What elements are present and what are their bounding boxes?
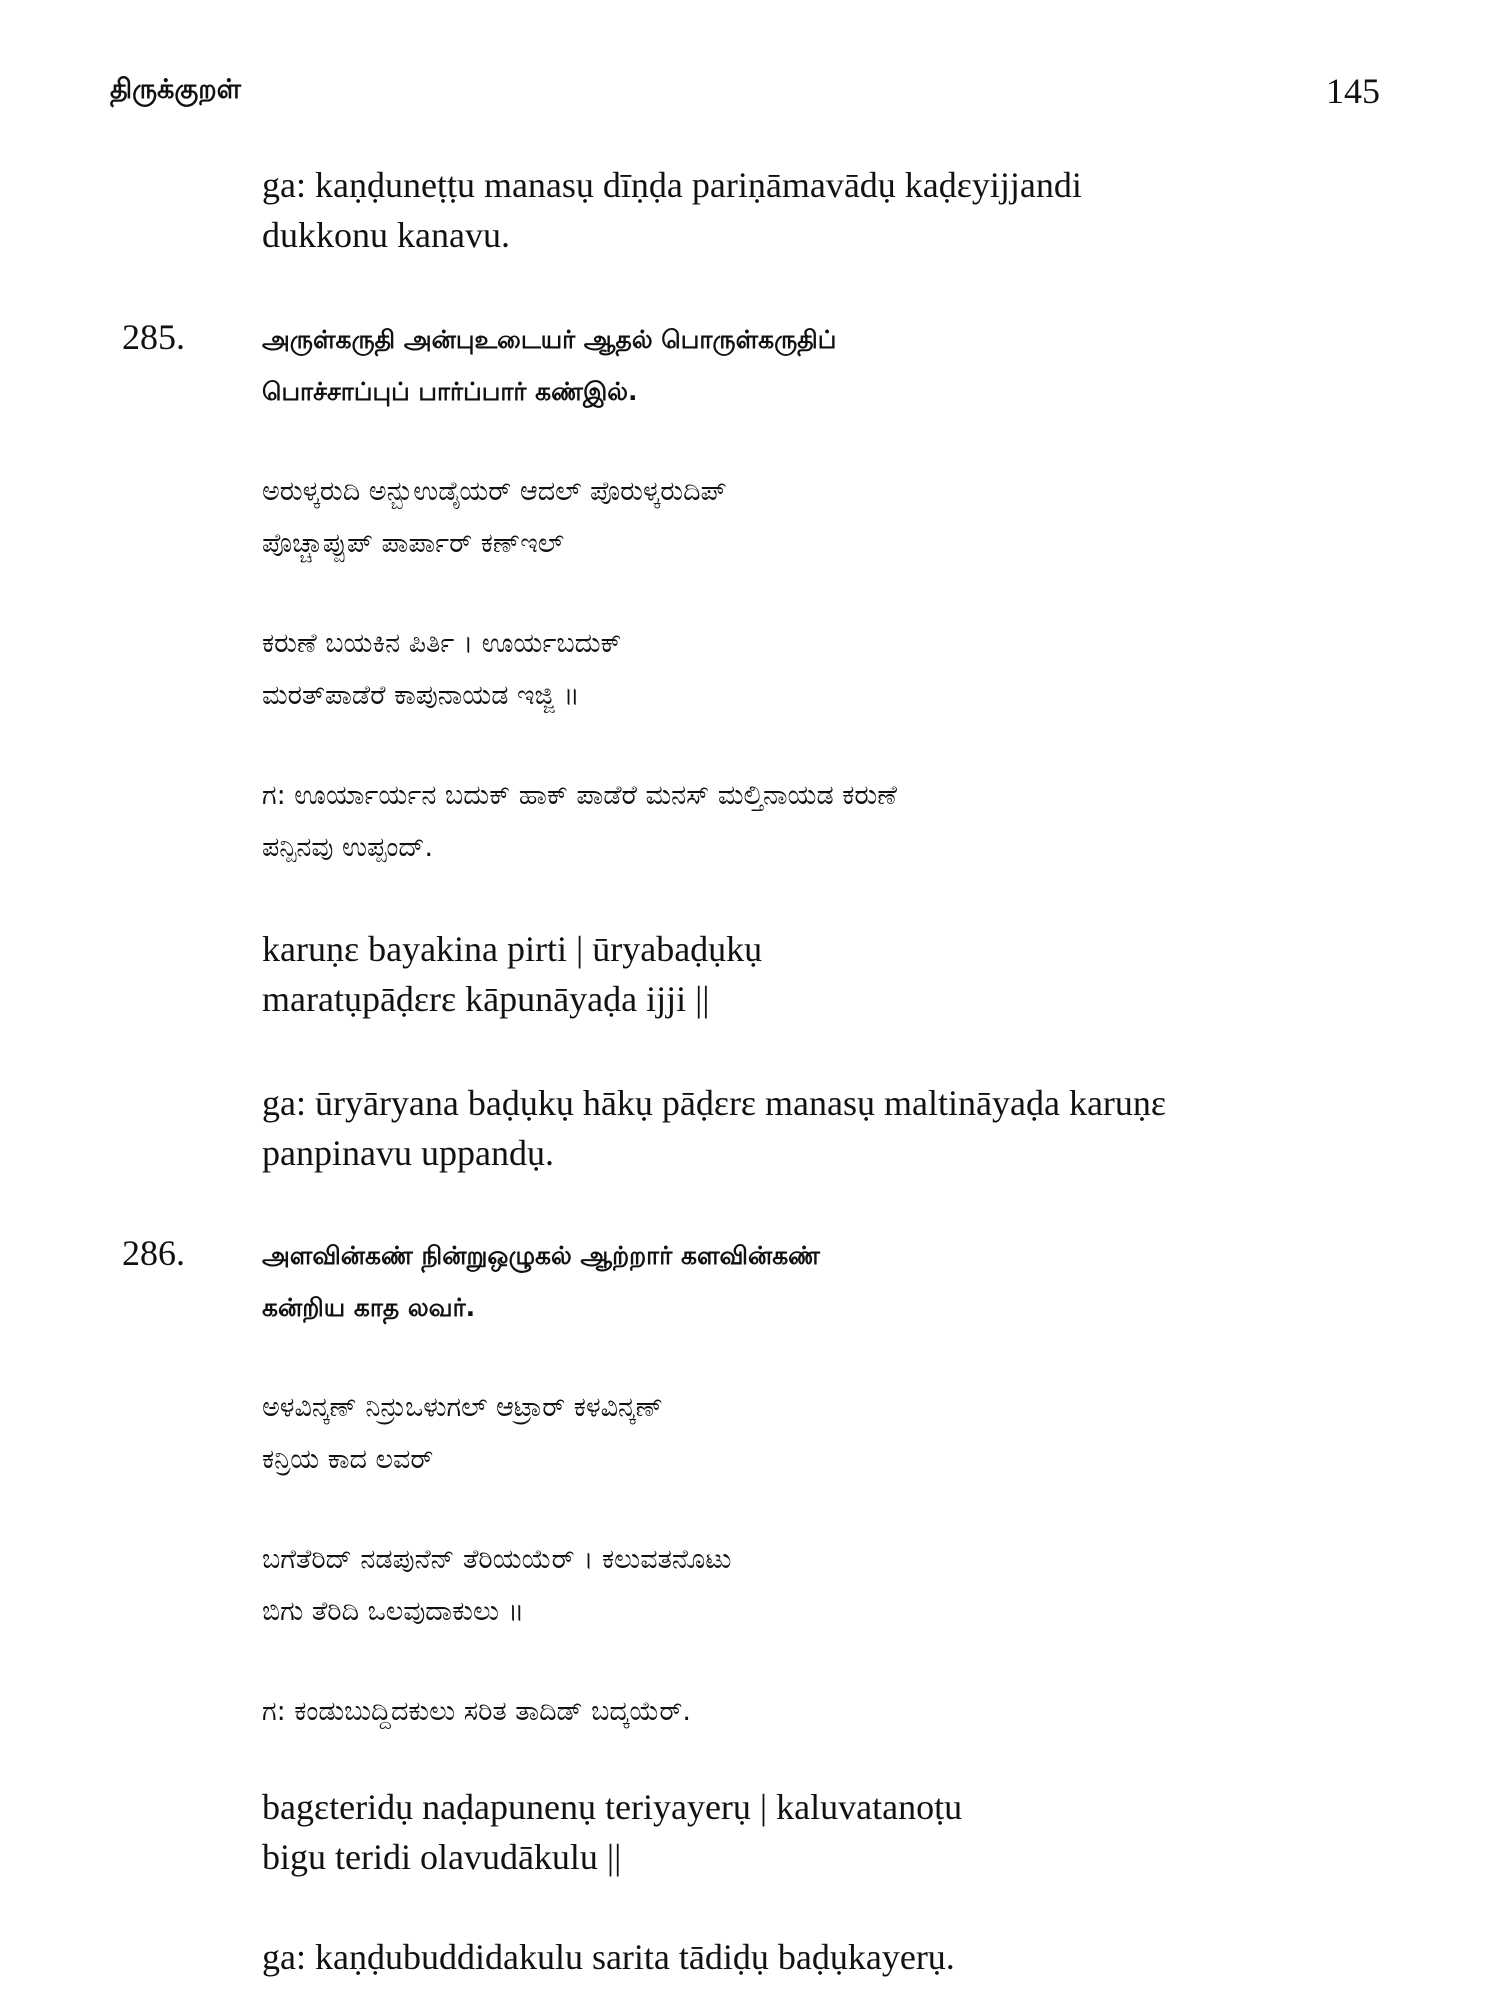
verse-gloss-roman xyxy=(262,1932,1392,1982)
text-line: dukkonu kanavu. xyxy=(262,215,510,255)
verse-tamil xyxy=(262,314,1392,418)
text-line: panpinavu uppandụ. xyxy=(262,1133,554,1173)
text-line: ಬಗೆತೆರಿದ್ ನಡಪುನೆನ್ ತೆರಿಯಯೆರ್ । ಕಲುವತನೊಟು xyxy=(262,1544,732,1575)
intro-gloss xyxy=(262,160,1392,260)
text-line: karuṇɛ bayakina pirti | ūryabaḍụkụ xyxy=(262,929,763,969)
text-line: ಕರುಣೆ ಬಯಕಿನ ಪಿರ್ತಿ । ಊರ್ಯಬದುಕ್ xyxy=(262,628,622,659)
text-line: bagɛteridụ naḍapunenụ teriyayerụ | kaluvatanoṭu xyxy=(262,1787,963,1827)
text-line: ಗ: ಊರ್ಯಾರ್ಯನ ಬದುಕ್ ಹಾಕ್ ಪಾಡೆರೆ ಮನಸ್ ಮಲ್ತಿನಾಯಡ ಕರುಣೆ xyxy=(262,780,897,811)
verse-tamil xyxy=(262,1230,1392,1334)
text-line: ಕನ್ರಿಯ ಕಾದ ಲವರ್ xyxy=(262,1444,434,1475)
text-line: ಪನ್ಪಿನವು ಉಪ್ಪಂದ್. xyxy=(262,832,434,863)
verse-number: 286. xyxy=(122,1233,185,1273)
text-line: பொச்சாப்புப் பார்ப்பார் கண்இல். xyxy=(262,377,638,406)
verse-gloss-roman xyxy=(262,1078,1392,1178)
text-line: அருள்கருதி அன்புஉடையர் ஆதல் பொருள்கருதிப் xyxy=(262,325,837,354)
text-line: ಬಿಗು ತೆರಿದಿ ಒಲವುದಾಕುಲು ॥ xyxy=(262,1596,525,1627)
verse-gloss xyxy=(262,770,1392,874)
text-line: maratụpāḍɛrɛ kāpunāyaḍa ijji || xyxy=(262,979,710,1019)
verse-gloss xyxy=(262,1686,1392,1738)
text-line: ಗ: ಕಂಡುಬುದ್ದಿದಕುಲು ಸರಿತ ತಾದಿಡ್ ಬದ್ಕಯೆರ್. xyxy=(262,1696,691,1727)
text-line: கன்றிய காத லவர். xyxy=(262,1293,476,1322)
text-line: ga: ūryāryana baḍụkụ hākụ pāḍɛrɛ manasụ maltināyaḍa karuṇɛ xyxy=(262,1083,1167,1123)
verse-tulu-roman xyxy=(262,1782,1392,1882)
text-line: bigu teridi olavudākulu || xyxy=(262,1837,622,1877)
text-line: அளவின்கண் நின்றுஒழுகல் ஆற்றார் களவின்கண் xyxy=(262,1241,820,1270)
verse-tulu xyxy=(262,1534,1392,1638)
text-line: ಅರುಳ್ಕರುದಿ ಅನ್ಬುಉಡೈಯರ್ ಆದಲ್ ಪೊರುಳ್ಕರುದಿಪ್ xyxy=(262,476,727,507)
verse-tulu xyxy=(262,618,1392,722)
text-line: ಮರತ್‌ಪಾಡೆರೆ ಕಾಪುನಾಯಡ ಇಜ್ಜಿ ॥ xyxy=(262,680,580,711)
text-line: ಅಳವಿನ್ಕಣ್ ನಿನ್ರುಒಳುಗಲ್ ಆಟ್ರಾರ್ ಕಳವಿನ್ಕಣ್ xyxy=(262,1392,663,1423)
text-line: ga: kaṇḍubuddidakulu sarita tādiḍụ baḍụkayerụ. xyxy=(262,1937,955,1977)
verse-number: 285. xyxy=(122,317,185,357)
verse-tamil-in-kannada xyxy=(262,1382,1392,1486)
text-line: ಪೊಚ್ಚಾಪ್ಪುಪ್ ಪಾರ್ಪಾರ್ ಕಣ್ಇಲ್ xyxy=(262,528,565,559)
text-line: ga: kaṇḍuneṭṭu manasụ dīṇḍa pariṇāmavādụ kaḍɛyijjandi xyxy=(262,165,1082,205)
running-title: திருக்குறள் xyxy=(110,74,241,105)
verse-tulu-roman xyxy=(262,924,1392,1024)
verse-tamil-in-kannada xyxy=(262,466,1392,570)
page-number: 145 xyxy=(1326,71,1380,111)
